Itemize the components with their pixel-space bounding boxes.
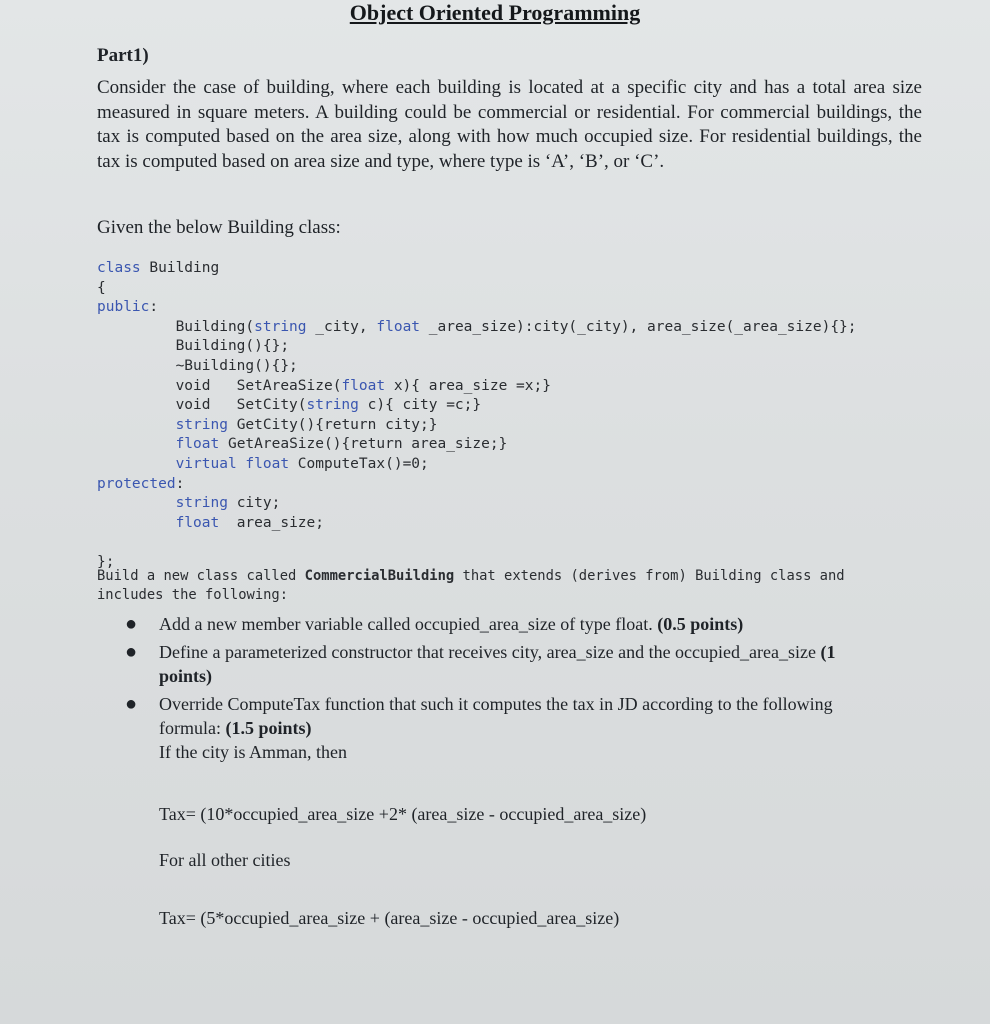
code-line: class Building — [97, 260, 220, 276]
bullet-icon: ● — [125, 693, 138, 715]
code-line: string GetCity(){return city;} — [175, 416, 438, 433]
code-block — [97, 259, 857, 573]
code-line: float area_size; — [175, 514, 324, 531]
list-item: ● Define a parameterized constructor that receives city, area_size and the occupied_area_size (1 points) — [125, 641, 836, 686]
code-line: virtual float ComputeTax()=0; — [175, 455, 429, 472]
part-label: Part1) — [97, 45, 149, 66]
bullet-icon: ● — [125, 613, 138, 635]
other-cities-label: For all other cities — [159, 850, 291, 870]
bullet-icon: ● — [125, 641, 138, 663]
code-line: string city; — [175, 495, 281, 512]
list-item: ● Add a new member variable called occupied_area_size of type float. (0.5 points) — [125, 613, 744, 635]
page-title: Object Oriented Programming — [349, 0, 641, 25]
given-text: Given the below Building class: — [97, 217, 341, 238]
formula-amman: Tax= (10*occupied_area_size +2* (area_size - occupied_area_size) — [159, 804, 647, 824]
code-line: public: — [97, 299, 159, 316]
code-line: { — [97, 279, 106, 296]
code-line: ~Building(){}; — [97, 357, 298, 374]
code-line: Building(string _city, float _area_size):city(_city), area_size(_area_size){}; — [97, 318, 857, 335]
code-line — [97, 533, 857, 553]
code-line: void SetAreaSize(float x){ area_size =x;} — [97, 377, 551, 394]
code-line: float GetAreaSize(){return area_size;} — [175, 436, 508, 453]
intro-paragraph: Consider the case of building, where each building is located at a specific city and has a total area size measured in square meters. A building could be commercial or residential. For commercial buildings, the tax is computed based on the area size, along with how much occupied size. For residential buildings, the tax is computed based on area size and type, where type is ‘A’, ‘B’, or ‘C’. — [97, 77, 922, 172]
formula-other: Tax= (5*occupied_area_size + (area_size - occupied_area_size) — [159, 908, 620, 928]
class-name: CommercialBuilding — [304, 568, 455, 584]
list-item: ● Override ComputeTax function that such it computes the tax in JD according to the following formula: (1.5 points) If the city is Amman, then — [125, 693, 833, 762]
code-line: Building(){}; — [97, 338, 290, 355]
code-line: void SetCity(string c){ city =c;} — [97, 397, 482, 414]
build-instruction: Build a new class called CommercialBuilding that extends (derives from) Building class and includes the following: — [97, 568, 845, 603]
code-line: protected: — [97, 475, 185, 492]
code-line: }; — [97, 553, 115, 570]
requirements-list — [97, 612, 857, 768]
